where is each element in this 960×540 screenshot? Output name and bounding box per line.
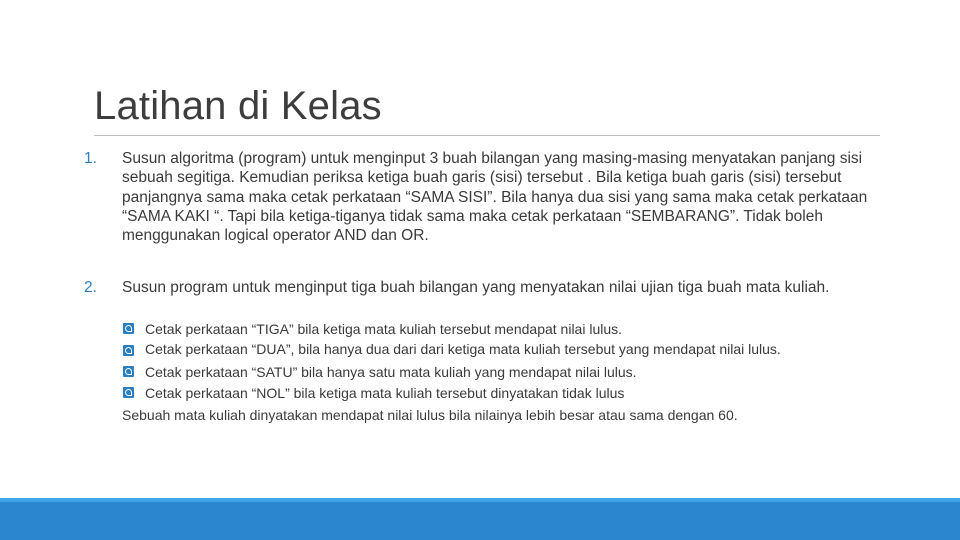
sub-list-item-4 (122, 383, 862, 405)
sub-list-text-3: Cetak perkataan “SATU” bila hanya satu mata kuliah yang mendapat nilai lulus. (145, 363, 637, 380)
list-number-2: 2. (84, 279, 97, 296)
list-item-1 (84, 149, 884, 245)
sub-list-text-2: Cetak perkataan “DUA”, bila hanya dua dari dari ketiga mata kuliah tersebut yang mendapat nilai lulus. (145, 340, 781, 357)
footer-bar (0, 498, 960, 540)
sub-list-item-3 (122, 362, 862, 384)
checkbox-bullet-icon (123, 387, 134, 398)
list-number-1: 1. (84, 150, 97, 167)
sub-list-text-4: Cetak perkataan “NOL” bila ketiga mata kuliah tersebut dinyatakan tidak lulus (145, 385, 625, 401)
list-text-2: Susun program untuk menginput tiga buah bilangan yang menyatakan nilai ujian tiga buah mata kuliah. (122, 279, 830, 296)
checkbox-bullet-icon (123, 323, 134, 334)
footer-bar-highlight (0, 498, 960, 502)
checkbox-bullet-icon (123, 345, 134, 356)
sub-list-text-1: Cetak perkataan “TIGA” bila ketiga mata kuliah tersebut mendapat nilai lulus. (145, 321, 623, 337)
slide-title: Latihan di Kelas (94, 84, 382, 128)
note-text: Sebuah mata kuliah dinyatakan mendapat nilai lulus bila nilainya lebih besar atau sama dengan 60. (122, 406, 738, 423)
checkbox-bullet-icon (123, 366, 134, 377)
sub-list-item-2 (122, 341, 862, 358)
sub-list-item-1 (122, 319, 862, 341)
title-divider (94, 135, 880, 136)
list-item-2 (84, 278, 884, 297)
sub-list (122, 319, 862, 426)
list-text-1: Susun algoritma (program) untuk menginput 3 buah bilangan yang masing-masing menyatakan panjang sisi sebuah segitiga. Kemudian periksa ketiga buah garis (sisi) tersebut . Bila ketiga buah garis (sisi) tersebut panjangnya sama maka cetak perkataan “SAMA SISI”. Bila hanya dua sisi yang sama maka cetak perkataan “SAMA KAKI “. Tapi bila ketiga-tiganya tidak sama maka cetak perkataan “SEMBARANG”. Tidak boleh menggunakan logical operator AND dan OR. (122, 150, 868, 245)
